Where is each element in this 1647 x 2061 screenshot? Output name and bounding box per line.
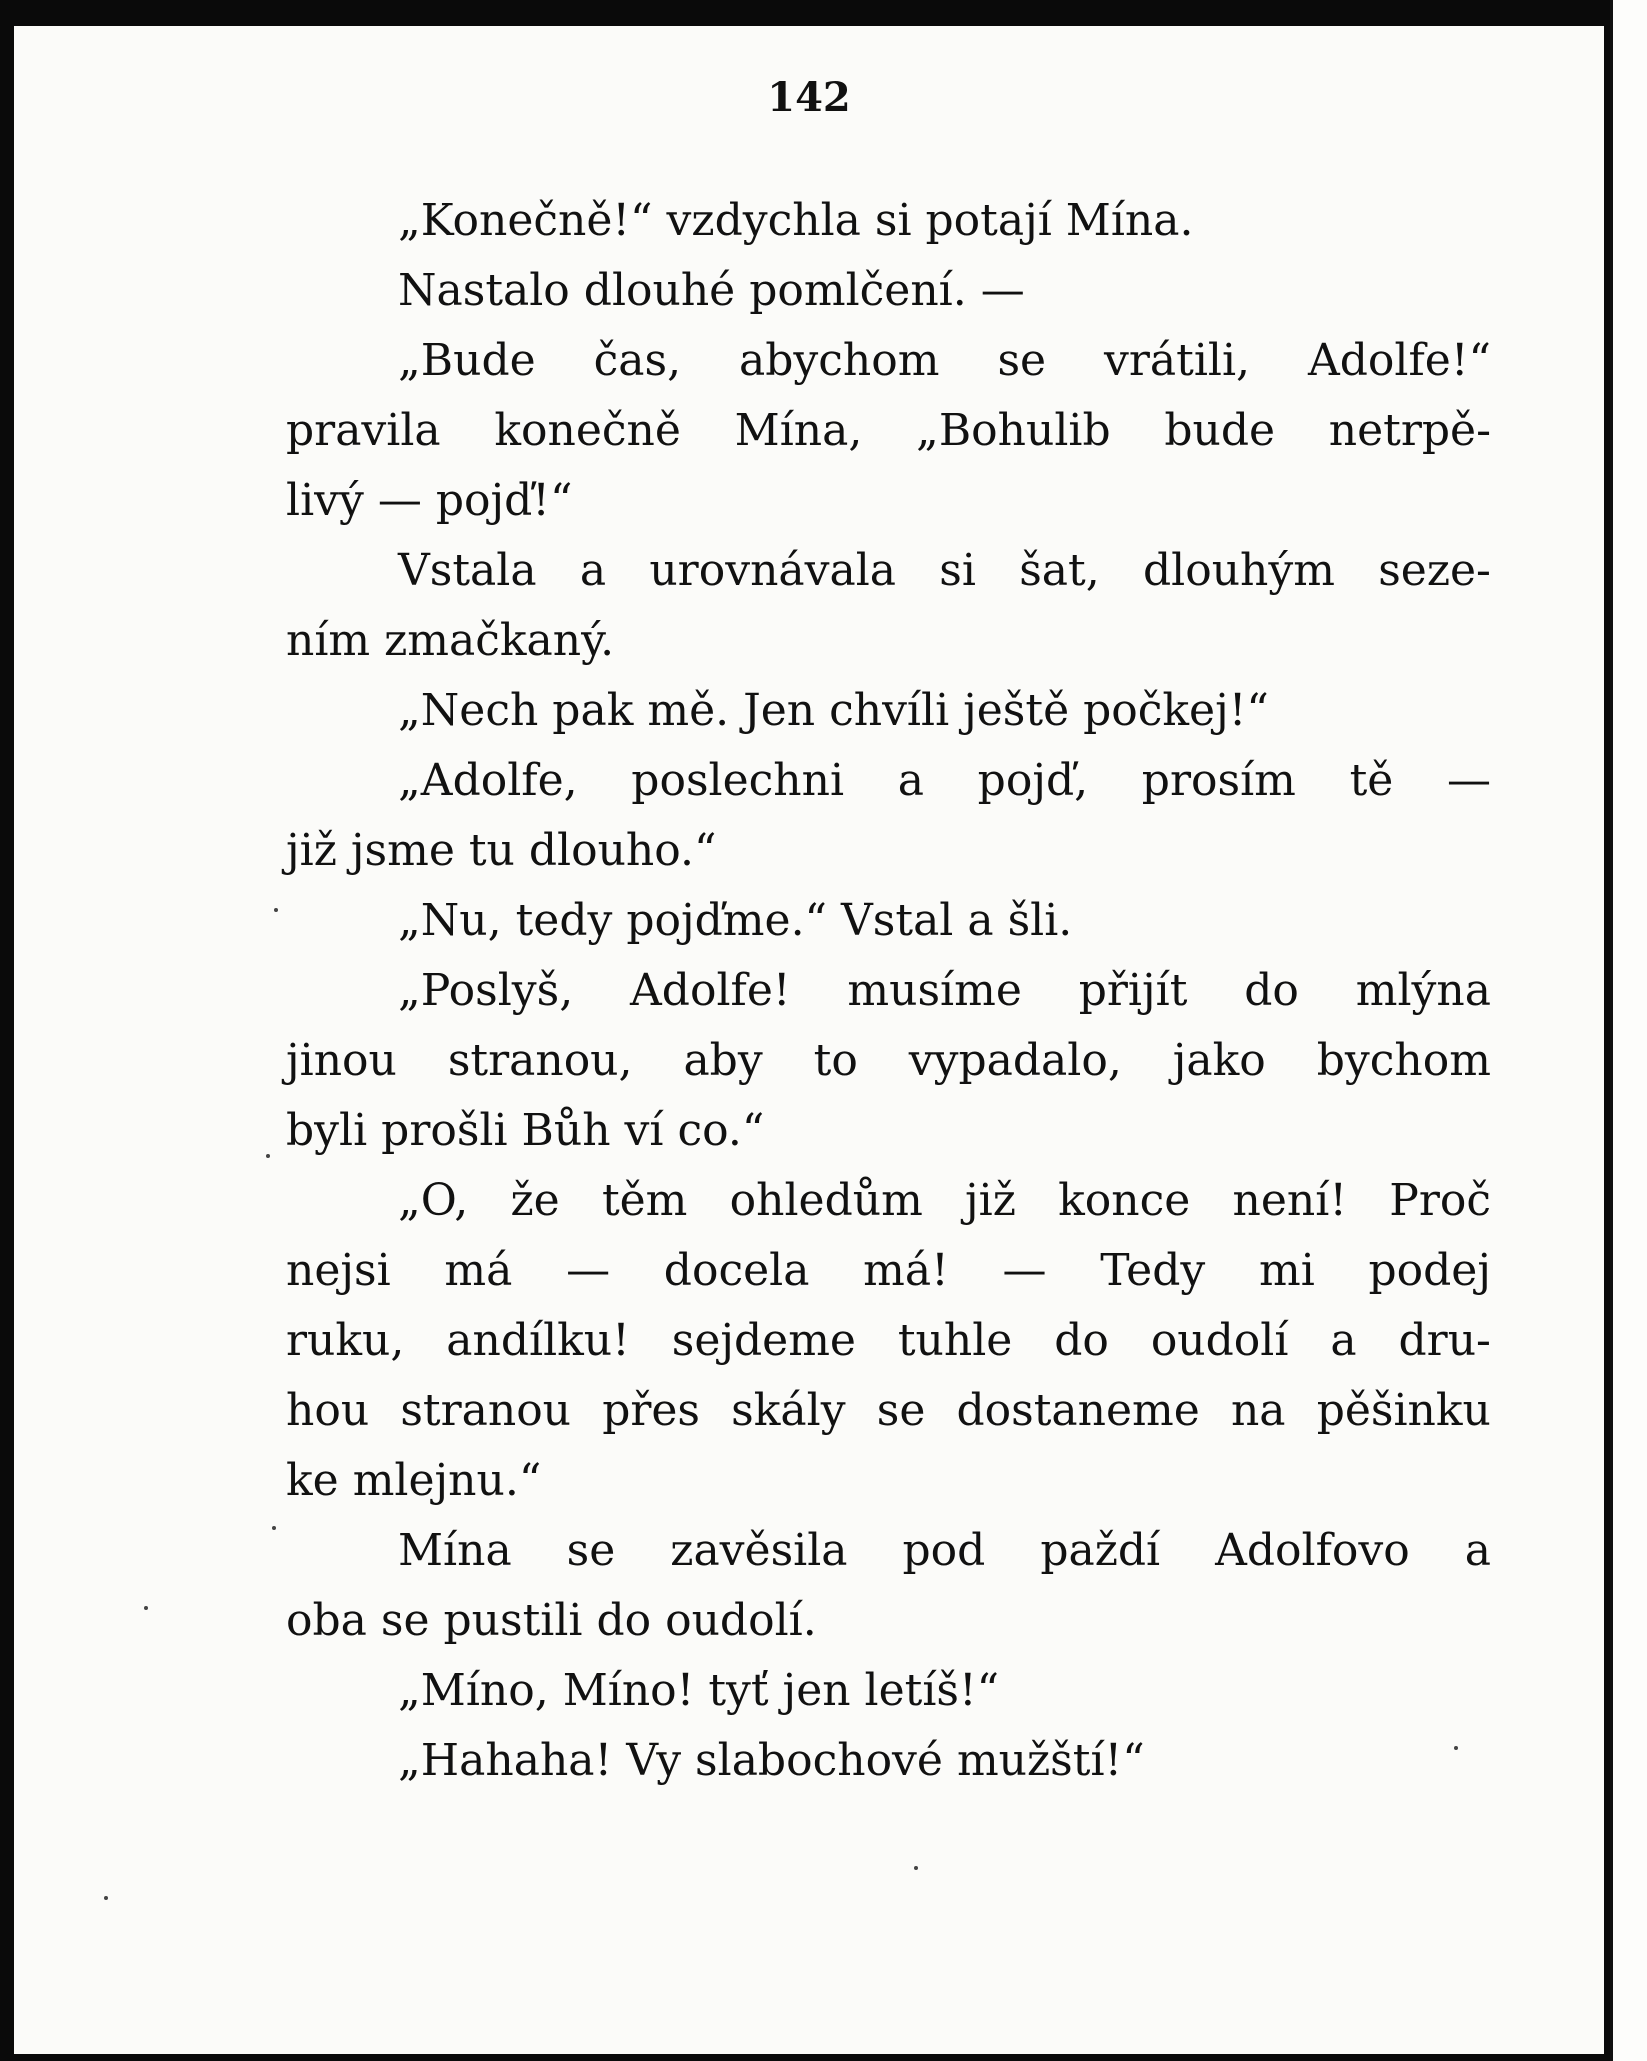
word: Vstala — [398, 545, 537, 596]
word: — — [566, 1245, 611, 1296]
scan-speck — [104, 1896, 108, 1900]
text-line-2: Nastalo dlouhé pomlčení. — — [398, 265, 1025, 316]
word: na — [1230, 1385, 1286, 1436]
word: andílku! — [446, 1315, 630, 1366]
word: nejsi — [286, 1245, 391, 1296]
word: „Adolfe, — [398, 755, 578, 806]
scan-speck — [144, 1606, 148, 1610]
word: a — [1464, 1525, 1491, 1576]
text-line-4 — [286, 396, 1491, 466]
word: Tedy — [1100, 1245, 1206, 1296]
word: mlýna — [1355, 965, 1491, 1016]
body-text — [286, 186, 1491, 1796]
word: oudolí — [1150, 1315, 1289, 1366]
text-line-10: již jsme tu dlouho.“ — [286, 825, 717, 876]
word: Adolfe! — [630, 965, 791, 1016]
word: stranou, — [447, 1035, 633, 1086]
word: konečně — [494, 405, 681, 456]
word: netrpě- — [1328, 405, 1491, 456]
text-line-19: ke mlejnu.“ — [286, 1455, 542, 1506]
word: a — [579, 545, 607, 596]
word: Proč — [1389, 1175, 1491, 1226]
word: poslechni — [631, 755, 845, 806]
word: to — [813, 1035, 858, 1086]
word: Mína, — [734, 405, 863, 456]
word: se — [997, 335, 1047, 386]
word: a — [897, 755, 924, 806]
word: pojď, — [977, 755, 1089, 806]
text-line-5: livý — pojď!“ — [286, 475, 573, 526]
word: není! — [1232, 1175, 1347, 1226]
word: ruku, — [286, 1315, 405, 1366]
word: do — [1244, 965, 1299, 1016]
word: docela — [663, 1245, 810, 1296]
word: že — [510, 1175, 560, 1226]
text-line-6 — [286, 536, 1491, 606]
adjacent-page-edge — [1610, 0, 1647, 2061]
word: se — [876, 1385, 926, 1436]
word: přes — [602, 1385, 701, 1436]
word: mi — [1258, 1245, 1315, 1296]
word: dostaneme — [956, 1385, 1200, 1436]
word: ohledům — [729, 1175, 923, 1226]
book-page — [14, 26, 1604, 2054]
word: jinou — [286, 1035, 397, 1086]
word: do — [1054, 1315, 1109, 1366]
word: dlouhým — [1142, 545, 1335, 596]
word: Adolfovo — [1215, 1525, 1410, 1576]
scan-speck — [274, 908, 278, 912]
text-line-16 — [286, 1236, 1491, 1306]
word: pravila — [286, 405, 441, 456]
word: podej — [1368, 1245, 1491, 1296]
word: — — [1446, 755, 1491, 806]
word: „Bude — [398, 335, 536, 386]
word: sejdeme — [671, 1315, 856, 1366]
word: aby — [683, 1035, 763, 1086]
word: má — [444, 1245, 513, 1296]
word: pěšinku — [1316, 1385, 1491, 1436]
word: Mína — [398, 1525, 512, 1576]
word: přijít — [1078, 965, 1188, 1016]
word: zavěsila — [670, 1525, 848, 1576]
word: již — [965, 1175, 1016, 1226]
word: bychom — [1316, 1035, 1491, 1086]
word: si — [939, 545, 976, 596]
scan-speck — [266, 1154, 270, 1158]
word: paždí — [1040, 1525, 1161, 1576]
word: Adolfe!“ — [1307, 335, 1491, 386]
text-line-3 — [286, 326, 1491, 396]
scan-speck — [1454, 1746, 1458, 1750]
text-line-17 — [286, 1306, 1491, 1376]
text-line-15 — [286, 1166, 1491, 1236]
word: jako — [1172, 1035, 1266, 1086]
word: prosím — [1141, 755, 1296, 806]
word: urovnávala — [649, 545, 897, 596]
word: konce — [1058, 1175, 1191, 1226]
text-line-1: „Konečně!“ vzdychla si potají Mína. — [398, 195, 1194, 246]
word: stranou — [400, 1385, 572, 1436]
word: dru- — [1398, 1315, 1491, 1366]
word: se — [566, 1525, 616, 1576]
word: „Poslyš, — [398, 965, 574, 1016]
page-number: 142 — [767, 74, 851, 121]
word: vrátili, — [1104, 335, 1251, 386]
word: čas, — [593, 335, 682, 386]
word: tuhle — [897, 1315, 1013, 1366]
word: šat, — [1019, 545, 1100, 596]
word: — — [1002, 1245, 1047, 1296]
text-line-18 — [286, 1376, 1491, 1446]
word: hou — [286, 1385, 370, 1436]
scan-speck — [272, 1526, 276, 1530]
word: tě — [1349, 755, 1394, 806]
word: vypadalo, — [908, 1035, 1122, 1086]
word: skály — [731, 1385, 846, 1436]
text-line-22: „Míno, Míno! tyť jen letíš!“ — [398, 1665, 1000, 1716]
word: „Bohulib — [916, 405, 1111, 456]
text-line-7: ním zmačkaný. — [286, 615, 615, 666]
word: a — [1330, 1315, 1357, 1366]
word: seze- — [1378, 545, 1491, 596]
word: těm — [601, 1175, 688, 1226]
word: má! — [863, 1245, 949, 1296]
word: „O, — [398, 1175, 469, 1226]
word: musíme — [847, 965, 1022, 1016]
text-line-14: byli prošli Bůh ví co.“ — [286, 1105, 765, 1156]
scan-speck — [914, 1866, 918, 1870]
text-line-21: oba se pustili do oudolí. — [286, 1595, 817, 1646]
text-line-23: „Hahaha! Vy slabochové mužští!“ — [398, 1735, 1145, 1786]
word: pod — [902, 1525, 986, 1576]
text-line-11: „Nu, tedy pojďme.“ Vstal a šli. — [398, 895, 1073, 946]
text-line-20 — [286, 1516, 1491, 1586]
text-line-13 — [286, 1026, 1491, 1096]
text-line-12 — [286, 956, 1491, 1026]
word: abychom — [739, 335, 940, 386]
text-line-8: „Nech pak mě. Jen chvíli ještě počkej!“ — [398, 685, 1269, 736]
word: bude — [1164, 405, 1276, 456]
text-line-9 — [286, 746, 1491, 816]
